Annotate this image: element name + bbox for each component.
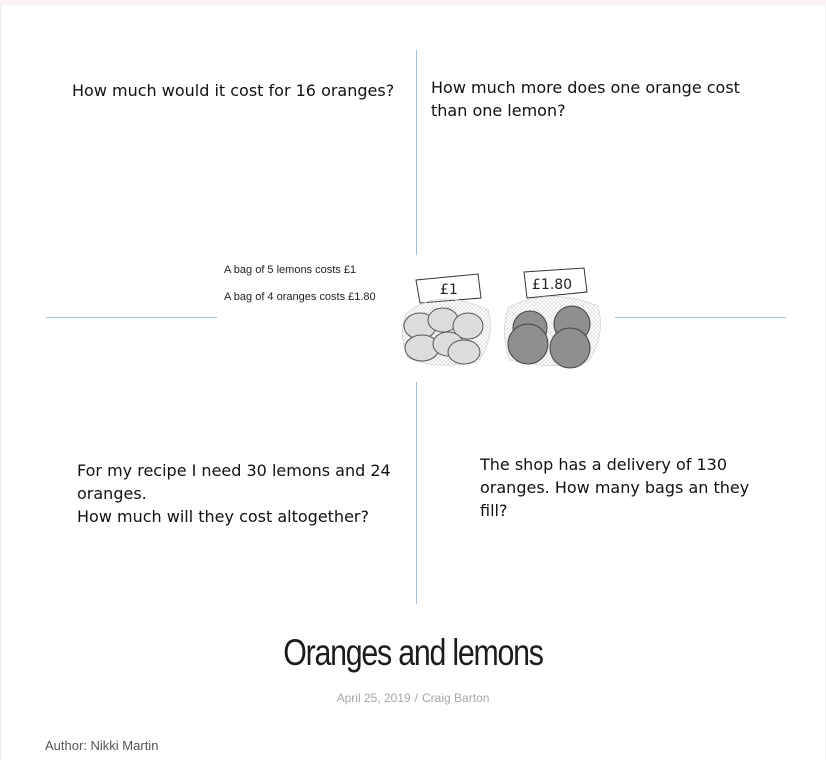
- post-title[interactable]: Oranges and lemons: [283, 632, 543, 673]
- question-bottom-right-line: The shop has a delivery of 130: [480, 455, 727, 474]
- orange-icon: [550, 328, 590, 368]
- fruit-bags-illustration: [398, 266, 608, 370]
- lemon-price-tag-text: £1: [440, 282, 458, 298]
- post-date[interactable]: April 25, 2019: [336, 691, 411, 705]
- post-meta: [0, 691, 826, 705]
- orange-price-info: A bag of 4 oranges costs £1.80: [224, 291, 376, 303]
- question-bottom-left: [77, 459, 407, 528]
- divider-vertical-top: [416, 50, 417, 255]
- orange-bag: [504, 268, 600, 368]
- question-bottom-right-line: fill?: [480, 501, 508, 520]
- question-top-right: How much more does one orange cost than one lemon?: [431, 78, 740, 120]
- lemon-price-info: A bag of 5 lemons costs £1: [224, 264, 357, 276]
- author-credit: Author: Nikki Martin: [45, 738, 159, 753]
- question-bottom-left-line: oranges.: [77, 484, 147, 503]
- lemon-icon: [448, 340, 480, 364]
- divider-horizontal-left: [46, 317, 217, 318]
- question-bottom-right-line: oranges. How many bags an they: [480, 478, 750, 497]
- question-bottom-right: [480, 453, 800, 522]
- lemon-bag: [402, 274, 490, 365]
- divider-horizontal-right: [615, 317, 786, 318]
- meta-separator: /: [414, 691, 419, 705]
- question-top-left: How much would it cost for 16 oranges?: [72, 81, 395, 100]
- question-bottom-left-line: How much will they cost altogether?: [77, 507, 369, 526]
- post-author-link[interactable]: Craig Barton: [422, 691, 490, 705]
- question-bottom-left-line: For my recipe I need 30 lemons and 24: [77, 461, 391, 480]
- orange-price-tag-text: £1.80: [532, 277, 573, 293]
- divider-vertical-bottom: [416, 382, 417, 604]
- orange-icon: [508, 324, 548, 364]
